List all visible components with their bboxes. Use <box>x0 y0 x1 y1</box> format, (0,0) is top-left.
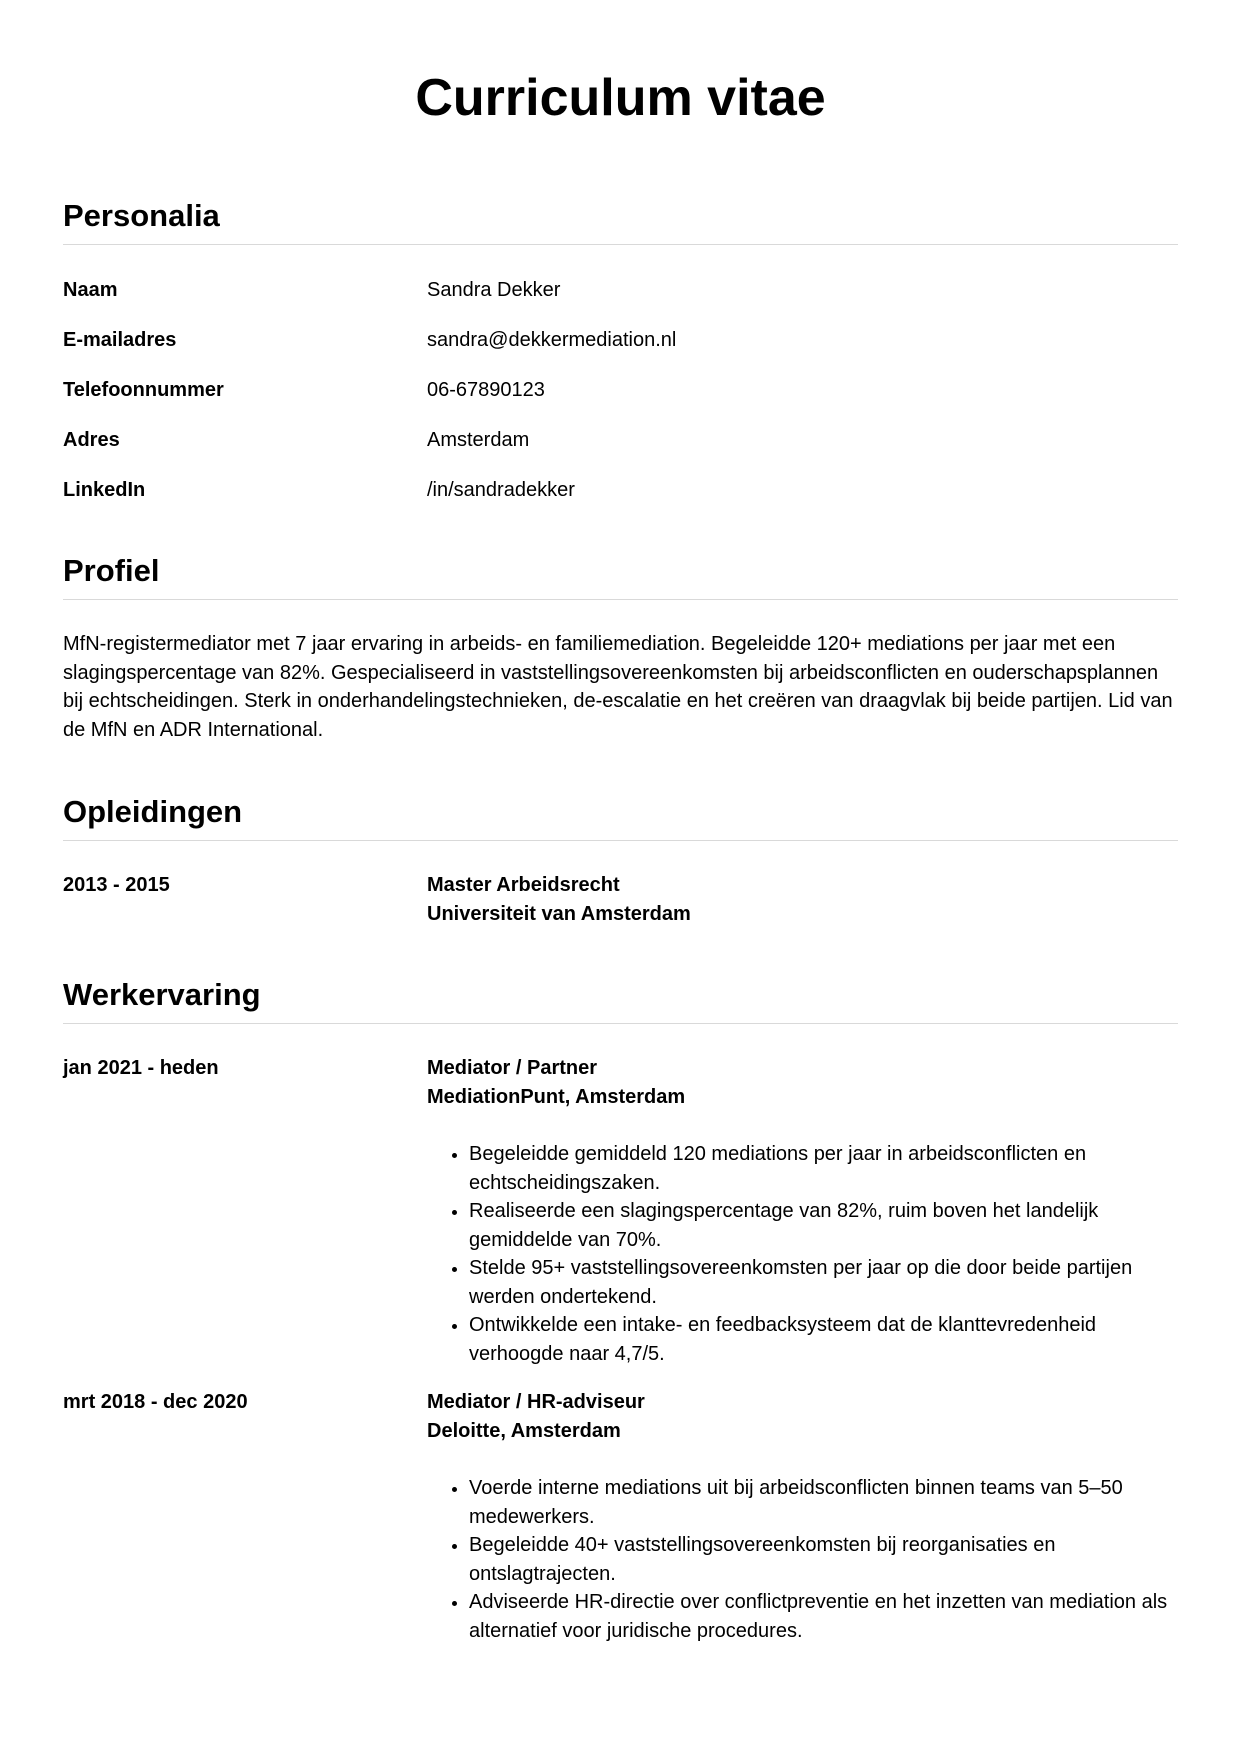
personalia-label: Naam <box>63 279 118 301</box>
list-item: • Voerde interne mediations uit bij arbeidsconflicten binnen teams van 5–50 medewerkers. <box>469 1474 1178 1531</box>
list-item: • Stelde 95+ vaststellingsovereenkomsten per jaar op die door beide partijen werden ondertekend. <box>469 1254 1178 1311</box>
work-title: Mediator / HR-adviseur <box>427 1391 645 1413</box>
list-item: • Begeleidde 40+ vaststellingsovereenkomsten bij reorganisaties en ontslagtrajecten. <box>469 1531 1178 1588</box>
work-body <box>427 1054 1178 1368</box>
personalia-value: Sandra Dekker <box>427 279 561 301</box>
work-period: jan 2021 - heden <box>63 1057 219 1079</box>
work-entry <box>63 1388 1178 1645</box>
section-personalia <box>63 196 1178 526</box>
education-period: 2013 - 2015 <box>63 874 170 896</box>
personalia-label: Telefoonnummer <box>63 379 224 401</box>
personalia-label: Adres <box>63 429 120 451</box>
work-achievements <box>427 1474 1178 1645</box>
work-body <box>427 1388 1178 1645</box>
work-entry <box>63 1054 1178 1368</box>
section-profiel <box>63 551 1178 744</box>
list-item: • Realiseerde een slagingspercentage van 82%, ruim boven het landelijk gemiddelde van 70%. <box>469 1197 1178 1254</box>
personalia-value: /in/sandradekker <box>427 479 575 501</box>
education-institution: Universiteit van Amsterdam <box>427 903 691 925</box>
personalia-value: Amsterdam <box>427 429 530 451</box>
profile-text: MfN-registermediator met 7 jaar ervaring in arbeids- en familiemediation. Begeleidde 120+ mediations per jaar met een slagingspercentage van 82%. Gespecialiseerd in vaststellingsovereenkomsten bij arbeidsconflicten en ouderschapsplannen bij echtscheidingen. Sterk in onderhandelingstechnieken, de-escalatie en het creëren van draagvlak bij beide partijen. Lid van de MfN en ADR International. <box>63 633 1173 741</box>
personalia-row-adres <box>63 426 1178 476</box>
work-achievements <box>427 1140 1178 1368</box>
section-heading-opleidingen: Opleidingen <box>63 794 243 829</box>
personalia-value: sandra@dekkermediation.nl <box>427 329 677 351</box>
section-heading-werkervaring: Werkervaring <box>63 977 261 1012</box>
personalia-row-email <box>63 326 1178 376</box>
work-organization: Deloitte, Amsterdam <box>427 1420 621 1442</box>
section-heading-profiel: Profiel <box>63 553 160 588</box>
personalia-value: 06-67890123 <box>427 379 545 401</box>
work-title: Mediator / Partner <box>427 1057 598 1079</box>
personalia-row-linkedin <box>63 476 1178 526</box>
work-period: mrt 2018 - dec 2020 <box>63 1391 248 1413</box>
work-organization: MediationPunt, Amsterdam <box>427 1086 686 1108</box>
list-item: • Begeleidde gemiddeld 120 mediations per jaar in arbeidsconflicten en echtscheidingszaken. <box>469 1140 1178 1197</box>
personalia-row-telefoon <box>63 376 1178 426</box>
list-item: • Adviseerde HR-directie over conflictpreventie en het inzetten van mediation als alternatief voor juridische procedures. <box>469 1588 1178 1645</box>
section-heading-personalia: Personalia <box>63 198 220 233</box>
list-item: • Ontwikkelde een intake- en feedbacksysteem dat de klanttevredenheid verhoogde naar 4,7/5. <box>469 1311 1178 1368</box>
personalia-label: LinkedIn <box>63 479 146 501</box>
document-title: Curriculum vitae <box>415 69 826 127</box>
section-werkervaring <box>63 975 1178 1645</box>
personalia-row-naam <box>63 276 1178 326</box>
section-opleidingen <box>63 792 1178 929</box>
personalia-label: E-mailadres <box>63 329 177 351</box>
education-title: Master Arbeidsrecht <box>427 874 620 896</box>
education-entry <box>63 871 1178 929</box>
education-body <box>427 871 1178 929</box>
